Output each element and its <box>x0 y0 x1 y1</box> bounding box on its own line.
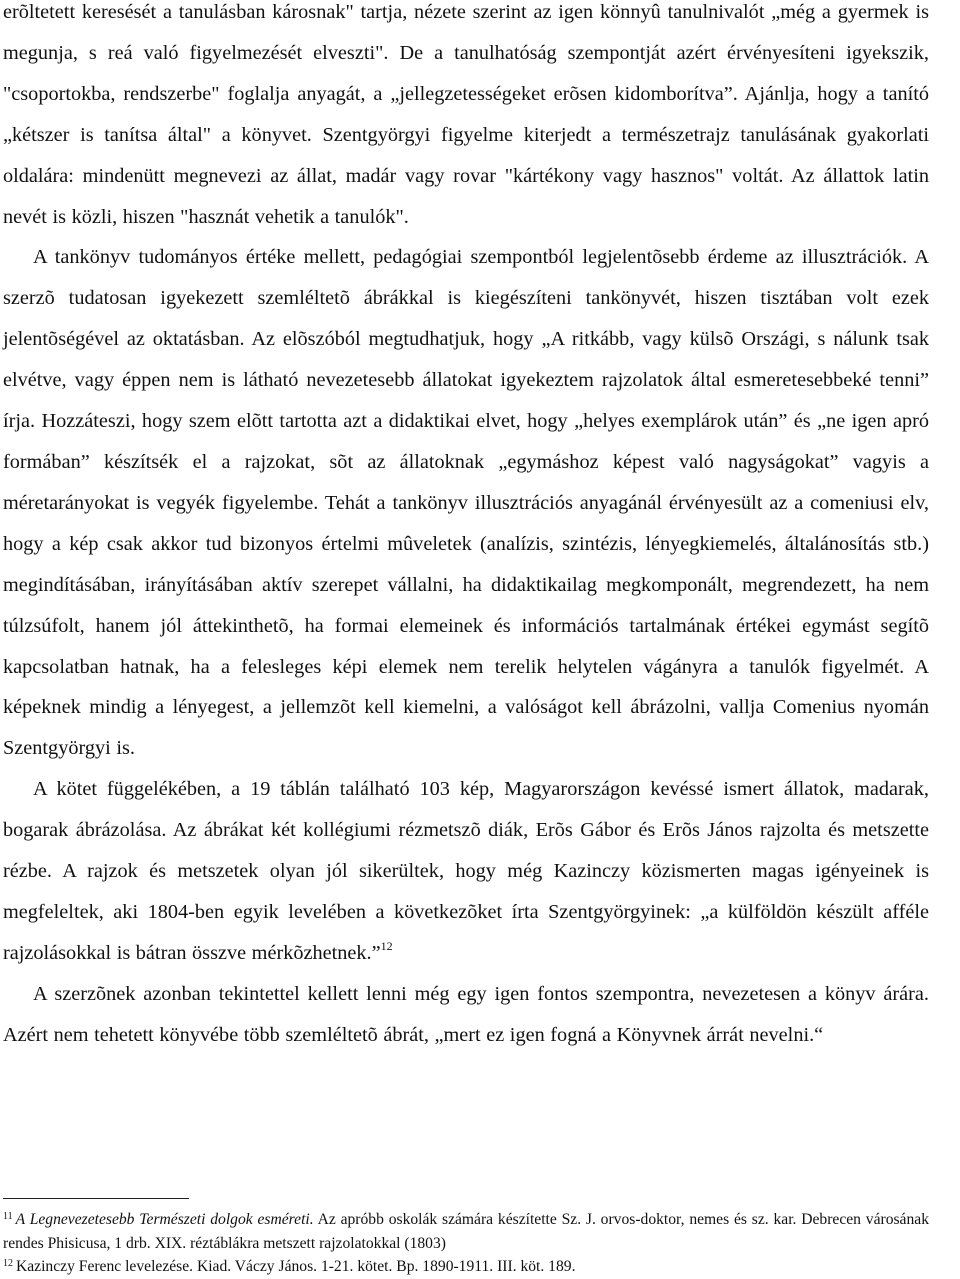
footnote-separator <box>3 1198 189 1199</box>
footnote-number: 11 <box>3 1211 13 1222</box>
paragraph-4: A szerzõnek azonban tekintettel kellett lenni még egy igen fontos szempontra, nevezetesen a könyv árára. Azért nem tehetett könyvébe több szemléltetõ ábrát, „mert ez igen fogná a Könyvnek árrát nevelni.“ <box>3 982 929 1046</box>
footnote-text: Az apróbb oskolák számára készítette Sz. J. orvos-doktor, nemes és sz. kar. Debrecen városának rendes Phisicusa, 1 drb. XIX. réztáblákra metszett rajzolatokkal (1803) <box>3 1211 929 1252</box>
paragraph-2: A tankönyv tudományos értéke mellett, pedagógiai szempontból legjelentõsebb érdeme az illusztrációk. A szerzõ tudatosan igyekezett szemléltetõ ábrákkal is kiegészíteni tankönyvét, hiszen tisztában volt ezek jelentõségével az oktatásban. Az elõszóból megtudhatjuk, hogy „A ritkább, vagy külsõ Országi, s nálunk tsak elvétve, vagy éppen nem is látható nevezetesebb állatokat igyekeztem rajzolatok által esmeretesebbeké tenni” írja. Hozzáteszi, hogy szem elõtt tartotta azt a didaktikai elvet, hogy „helyes exemplárok után” és „ne igen apró formában” készítsék el a rajzokat, sõt az állatoknak „egymáshoz képest való nagyságokat” vagyis a méretarányokat is vegyék figyelembe. Tehát a tankönyv illusztrációs anyagánál érvényesült az a comeniusi elv, hogy a kép csak akkor tud bizonyos értelmi mûveletek (analízis, szintézis, lényegkiemelés, általánosítás stb.) megindításában, irányításában aktív szerepet vállalni, ha didaktikailag megkomponált, megrendezett, ha nem túlzsúfolt, hanem jól áttekinthetõ, ha formai elemeinek és információs tartalmának értékei egymást segítõ kapcsolatban hatnak, ha a felesleges képi elemek nem terelik helytelen vágányra a tanulók figyelmét. A képeknek mindig a lényegest, a jellemzõt kell kiemelni, a valóságot kell ábrázolni, vallja Comenius nyomán Szentgyörgyi is. <box>3 246 929 760</box>
footnotes <box>3 1208 929 1279</box>
footnote-book-title: A Legnevezetesebb Természeti dolgok esméreti. <box>15 1211 314 1228</box>
page-body <box>3 0 929 1056</box>
paragraph-3 <box>3 769 929 974</box>
footnote-12 <box>3 1255 929 1279</box>
footnote-text: Kazinczy Ferenc levelezése. Kiad. Váczy János. 1-21. kötet. Bp. 1890-1911. III. köt. 189. <box>16 1258 576 1275</box>
footnote-11 <box>3 1208 929 1255</box>
paragraph-1: erõltetett keresését a tanulásban károsnak" tartja, nézete szerint az igen könnyû tanulnivalót „még a gyermek is megunja, s reá való figyelmezését elveszti". De a tanulhatóság szempontját azért érvényesíteni igyekszik, "csoportokba, rendszerbe" foglalja anyagát, a „jellegzetességeket erõsen kidomborítva”. Ajánlja, hogy a tanító „kétszer is tanítsa által" a könyvet. Szentgyörgyi figyelme kiterjedt a természetrajz tanulásának gyakorlati oldalára: mindenütt megnevezi az állat, madár vagy rovar "kártékony vagy hasznos" voltát. Az állattok latin nevét is közli, hiszen "hasznát vehetik a tanulók". <box>3 1 929 228</box>
paragraph-3-text: A kötet függelékében, a 19 táblán található 103 kép, Magyarországon kevéssé ismert állatok, madarak, bogarak ábrázolása. Az ábrákat két kollégiumi rézmetszõ diák, Erõs Gábor és Erõs János rajzolta és metszette rézbe. A rajzok és metszetek olyan jól sikerültek, hogy még Kazinczy közismerten magas igényeinek is megfeleltek, aki 1804-ben egyik levelében a következõket írta Szentgyörgyinek: „a külföldön készült afféle rajzolásokkal is bátran összve mérkõzhetnek.” <box>3 778 929 964</box>
footnote-ref-12[interactable]: 12 <box>380 938 393 953</box>
footnote-number: 12 <box>3 1258 13 1269</box>
body-text <box>3 0 929 1056</box>
